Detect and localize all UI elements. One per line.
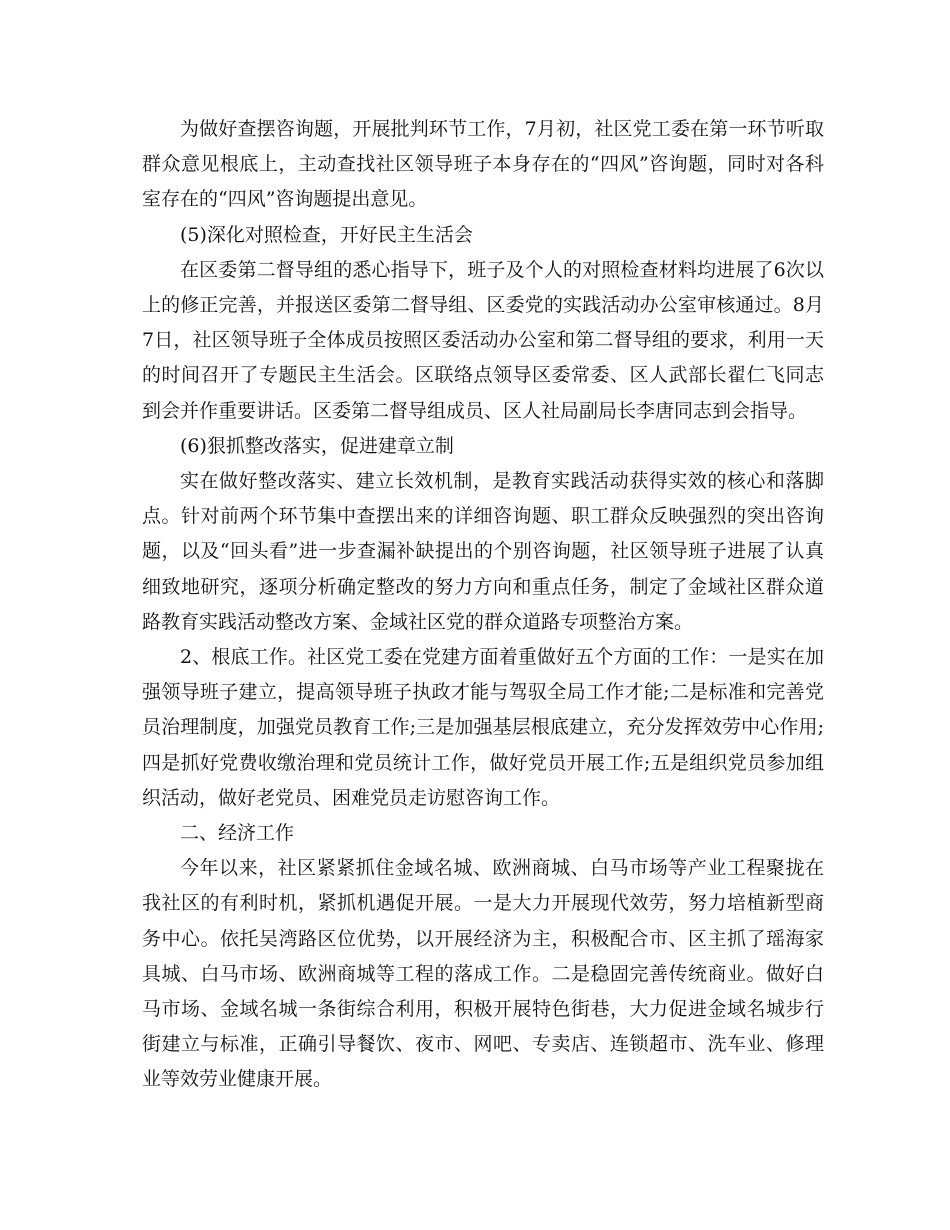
paragraph-economic-details: 今年以来，社区紧紧抓住金域名城、欧洲商城、白马市场等产业工程聚拢在我社区的有利时机，紧抓机遇促开展。一是大力开展现代效劳，努力培植新型商务中心。依托吴湾路区位优势，以开展经济为主，积极配合市、区主抓了瑶海家具城、白马市场、欧洲商城等工程的落成工作。二是稳固完善传统商业。做好白马市场、金域名城一条街综合利用，积极开展特色街巷，大力促进金域名城步行街建立与标准，正确引导餐饮、夜市、网吧、专卖店、连锁超市、洗车业、修理业等效劳业健康开展。	[142, 857, 824, 1091]
document-body	[142, 112, 824, 1098]
heading-rectification: (6)狠抓整改落实，促进建章立制	[180, 434, 454, 457]
paragraph-inspection-details: 在区委第二督导组的悉心指导下，班子及个人的对照检查材料均进展了6次以上的修正完善，并报送区委第二督导组、区委党的实践活动办公室审核通过。8月7日，社区领导班子全体成员按照区委活动办公室和第二督导组的要求，利用一天的时间召开了专题民主生活会。区联络点领导区委常委、区人武部长翟仁飞同志到会并作重要讲话。区委第二督导组成员、区人社局副局长李唐同志到会指导。	[142, 258, 824, 422]
heading-economic-work: 二、经济工作	[180, 822, 295, 845]
paragraph-foundation-work: 2、根底工作。社区党工委在党建方面着重做好五个方面的工作：一是实在加强领导班子建立，提高领导班子执政才能与驾驭全局工作才能;二是标准和完善党员治理制度，加强党员教育工作;三是加强基层根底建立，充分发挥效劳中心作用;四是抓好党费收缴治理和党员统计工作，做好党员开展工作;五是组织党员参加组织活动，做好老党员、困难党员走访慰咨询工作。	[142, 646, 824, 809]
paragraph-rectification-details: 实在做好整改落实、建立长效机制，是教育实践活动获得实效的核心和落脚点。针对前两个环节集中查摆出来的详细咨询题、职工群众反映强烈的突出咨询题，以及“回头看”进一步查漏补缺提出的个别咨询题，社区领导班子进展了认真细致地研究，逐项分析确定整改的努力方向和重点任务，制定了金域社区群众道路教育实践活动整改方案、金域社区党的群众道路专项整治方案。	[142, 470, 824, 633]
paragraph-review-problems: 为做好查摆咨询题，开展批判环节工作，7月初，社区党工委在第一环节听取群众意见根底上，主动查找社区领导班子本身存在的“四风”咨询题，同时对各科室存在的“四风”咨询题提出意见。	[142, 118, 824, 211]
heading-deepen-inspection: (5)深化对照检查，开好民主生活会	[180, 223, 473, 246]
